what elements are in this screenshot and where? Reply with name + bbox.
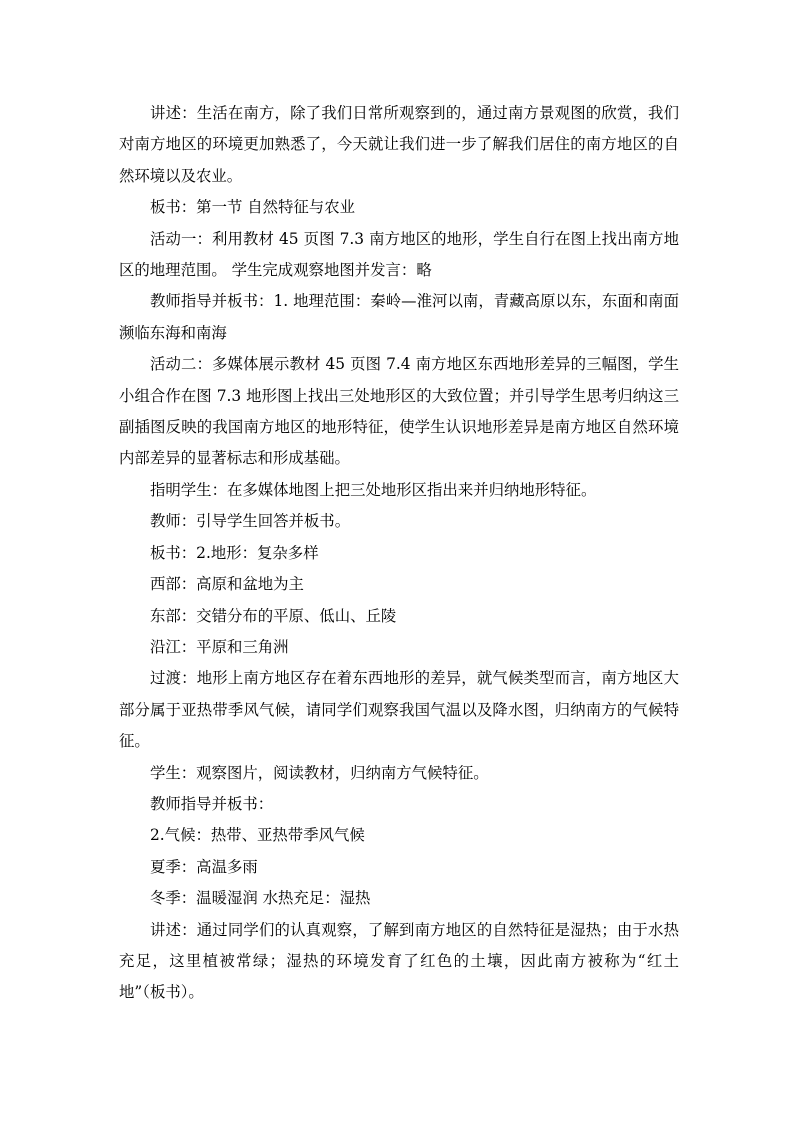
paragraph-summer: 夏季：高温多雨	[150, 857, 258, 876]
paragraph-activity-two: 活动二：多媒体展示教材 45 页图 7.4 南方地区东西地形差异的三幅图，学生小组合作在图 7.3 地形图上找出三处地形区的大致位置；并引导学生思考归纳这三副插图反映的我国南方地区的地形特征，使学生认识地形差异是南方地区自然环境内部差异的显著标志和形成基础。	[119, 355, 679, 468]
paragraph-riverside: 沿江：平原和三角洲	[150, 637, 289, 656]
paragraph-teacher-guide: 教师：引导学生回答并板书。	[150, 512, 351, 531]
paragraph-board-terrain: 板书：2.地形：复杂多样	[150, 543, 319, 562]
paragraph-student-observe: 学生：观察图片，阅读教材，归纳南方气候特征。	[150, 763, 489, 782]
paragraph-conclusion: 讲述：通过同学们的认真观察，了解到南方地区的自然特征是湿热；由于水热充足，这里植被常绿；湿热的环境发育了红色的土壤，因此南方被称为“红土地”（板书）。	[119, 920, 679, 1002]
paragraph-activity-one: 活动一：利用教材 45 页图 7.3 南方地区的地形，学生自行在图上找出南方地区的地理范围。 学生完成观察地图并发言：略	[119, 229, 679, 280]
paragraph-climate: 2.气候：热带、亚热带季风气候	[150, 826, 365, 845]
paragraph-transition: 过渡：地形上南方地区存在着东西地形的差异，就气候类型而言，南方地区大部分属于亚热带季风气候，请同学们观察我国气温以及降水图，归纳南方的气候特征。	[119, 669, 679, 751]
paragraph-student-point-out: 指明学生：在多媒体地图上把三处地形区指出来并归纳地形特征。	[150, 480, 597, 499]
paragraph-board-section-title: 板书：第一节 自然特征与农业	[150, 198, 355, 217]
paragraph-east: 东部：交错分布的平原、低山、丘陵	[150, 606, 397, 625]
document-body	[119, 98, 679, 1009]
paragraph-geographic-range: 教师指导并板书：1. 地理范围：秦岭—淮河以南，青藏高原以东，东面和南面濒临东海和南海	[119, 292, 679, 342]
paragraph-teacher-board: 教师指导并板书：	[150, 794, 274, 813]
paragraph-winter: 冬季：温暖湿润 水热充足：湿热	[150, 889, 371, 908]
paragraph-intro-lecture: 讲述：生活在南方，除了我们日常所观察到的，通过南方景观图的欣赏，我们对南方地区的环境更加熟悉了，今天就让我们进一步了解我们居住的南方地区的自然环境以及农业。	[119, 104, 679, 185]
paragraph-west: 西部：高原和盆地为主	[150, 575, 304, 594]
